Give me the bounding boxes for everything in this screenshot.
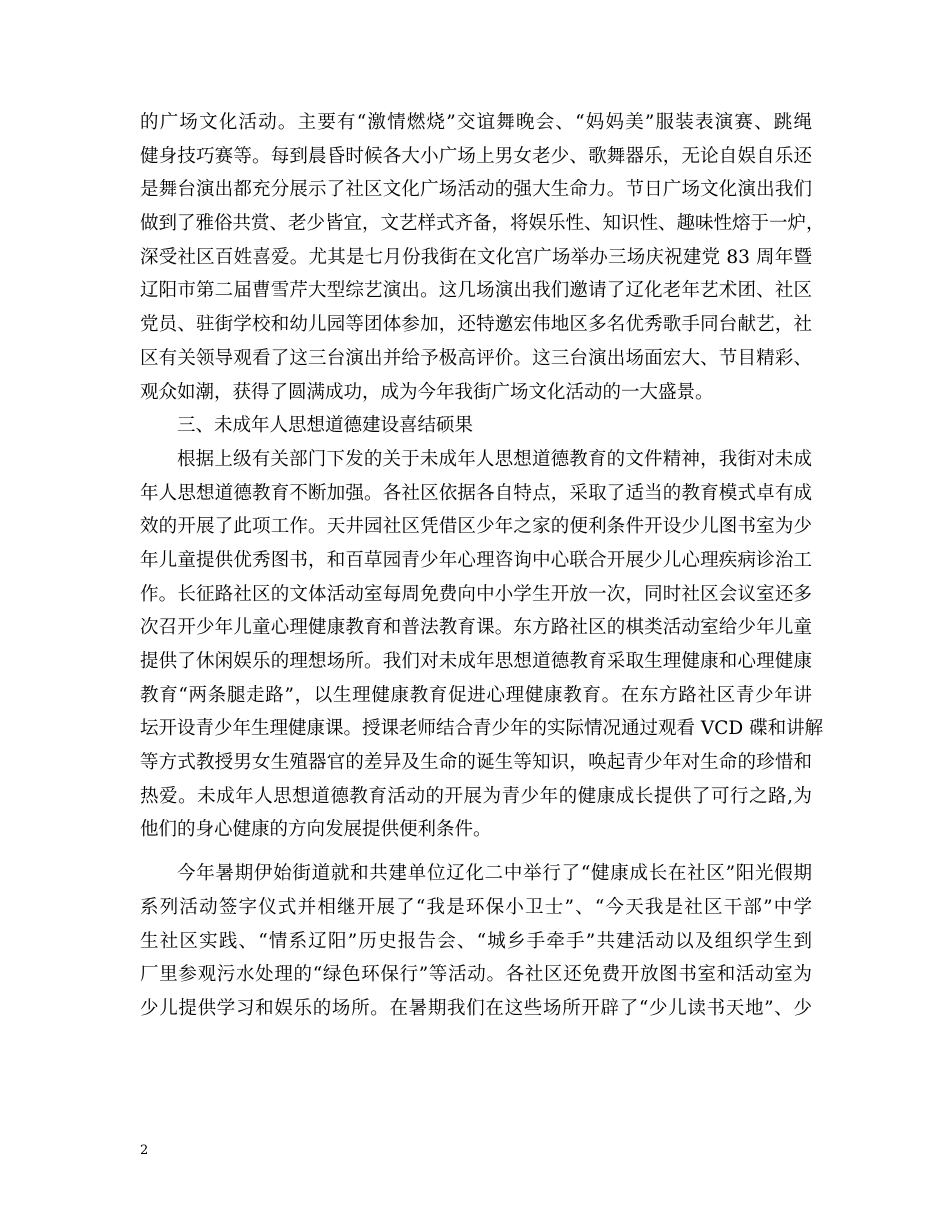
paragraph-plaza-culture <box>140 106 825 409</box>
text-line: 热爱。未成年人思想道德教育活动的开展为青少年的健康成长提供了可行之路,为 <box>140 785 812 807</box>
document-body <box>140 106 825 1026</box>
text-line: 次召开少年儿童心理健康教育和普法教育课。东方路社区的棋类活动室给少年儿童 <box>140 617 812 639</box>
text-line: 效的开展了此项工作。天井园社区凭借区少年之家的便利条件开设少儿图书室为少 <box>140 516 812 538</box>
text-line: 根据上级有关部门下发的关于未成年人思想道德教育的文件精神，我街对未成 <box>177 448 812 470</box>
page-number: 2 <box>140 1143 149 1158</box>
text-line: 做到了雅俗共赏、老少皆宜，文艺样式齐备，将娱乐性、知识性、趣味性熔于一炉， <box>140 213 825 235</box>
text-line: 深受社区百姓喜爱。尤其是七月份我街在文化宫广场举办三场庆祝建党 83 周年暨 <box>140 246 812 268</box>
text-line: 厂里参观污水处理的“绿色环保行”等活动。各社区还免费开放图书室和活动室为 <box>140 964 812 986</box>
text-line: 党员、驻街学校和幼儿园等团体参加，还特邀宏伟地区多名优秀歌手同台献艺，社 <box>140 314 812 336</box>
text-line: 辽阳市第二届曹雪芹大型综艺演出。这几场演出我们邀请了辽化老年艺术团、社区 <box>140 280 812 302</box>
text-line: 区有关领导观看了这三台演出并给予极高评价。这三台演出场面宏大、节目精彩、 <box>140 347 812 369</box>
text-line: 等方式教授男女生殖器官的差异及生命的诞生等知识，唤起青少年对生命的珍惜和 <box>140 752 812 774</box>
text-line: 作。长征路社区的文体活动室每周免费向中小学生开放一次，同时社区会议室还多 <box>140 583 812 605</box>
text-line: 教育“两条腿走路”，以生理健康教育促进心理健康教育。在东方路社区青少年讲 <box>140 684 812 706</box>
text-line: 的广场文化活动。主要有“激情燃烧”交谊舞晚会、“妈妈美”服装表演赛、跳绳 <box>140 112 812 133</box>
text-line: 观众如潮，获得了圆满成功，成为今年我街广场文化活动的一大盛景。 <box>140 381 714 403</box>
paragraph-minors-education <box>140 443 824 847</box>
text-line: 少儿提供学习和娱乐的场所。在暑期我们在这些场所开辟了“少儿读书天地”、少 <box>140 997 812 1019</box>
text-line: 提供了休闲娱乐的理想场所。我们对未成年思想道德教育采取生理健康和心理健康 <box>140 651 812 672</box>
text-line: 系列活动签字仪式并相继开展了“我是环保小卫士”、“今天我是社区干部”中学 <box>140 896 812 918</box>
text-line: 他们的身心健康的方向发展提供便利条件。 <box>140 819 492 841</box>
paragraph-spacer <box>140 847 812 857</box>
text-line: 年人思想道德教育不断加强。各社区依据各自特点，采取了适当的教育模式卓有成 <box>140 482 812 504</box>
text-line: 健身技巧赛等。每到晨昏时候各大小广场上男女老少、歌舞器乐，无论自娱自乐还 <box>140 145 812 167</box>
text-line: 坛开设青少年生理健康课。授课老师结合青少年的实际情况通过观看 VCD 碟和讲解 <box>140 718 824 740</box>
text-line: 是舞台演出都充分展示了社区文化广场活动的强大生命力。节日广场文化演出我们 <box>140 179 812 201</box>
text-line: 今年暑期伊始街道就和共建单位辽化二中举行了“健康成长在社区”阳光假期 <box>177 863 812 885</box>
paragraph-summer-activities <box>140 857 812 1025</box>
text-line: 年儿童提供优秀图书，和百草园青少年心理咨询中心联合开展少儿心理疾病诊治工 <box>140 549 812 571</box>
text-line: 生社区实践、“情系辽阳”历史报告会、“城乡手牵手”共建活动以及组织学生到 <box>140 930 812 952</box>
section-heading: 三、未成年人思想道德建设喜结硕果 <box>177 415 474 437</box>
